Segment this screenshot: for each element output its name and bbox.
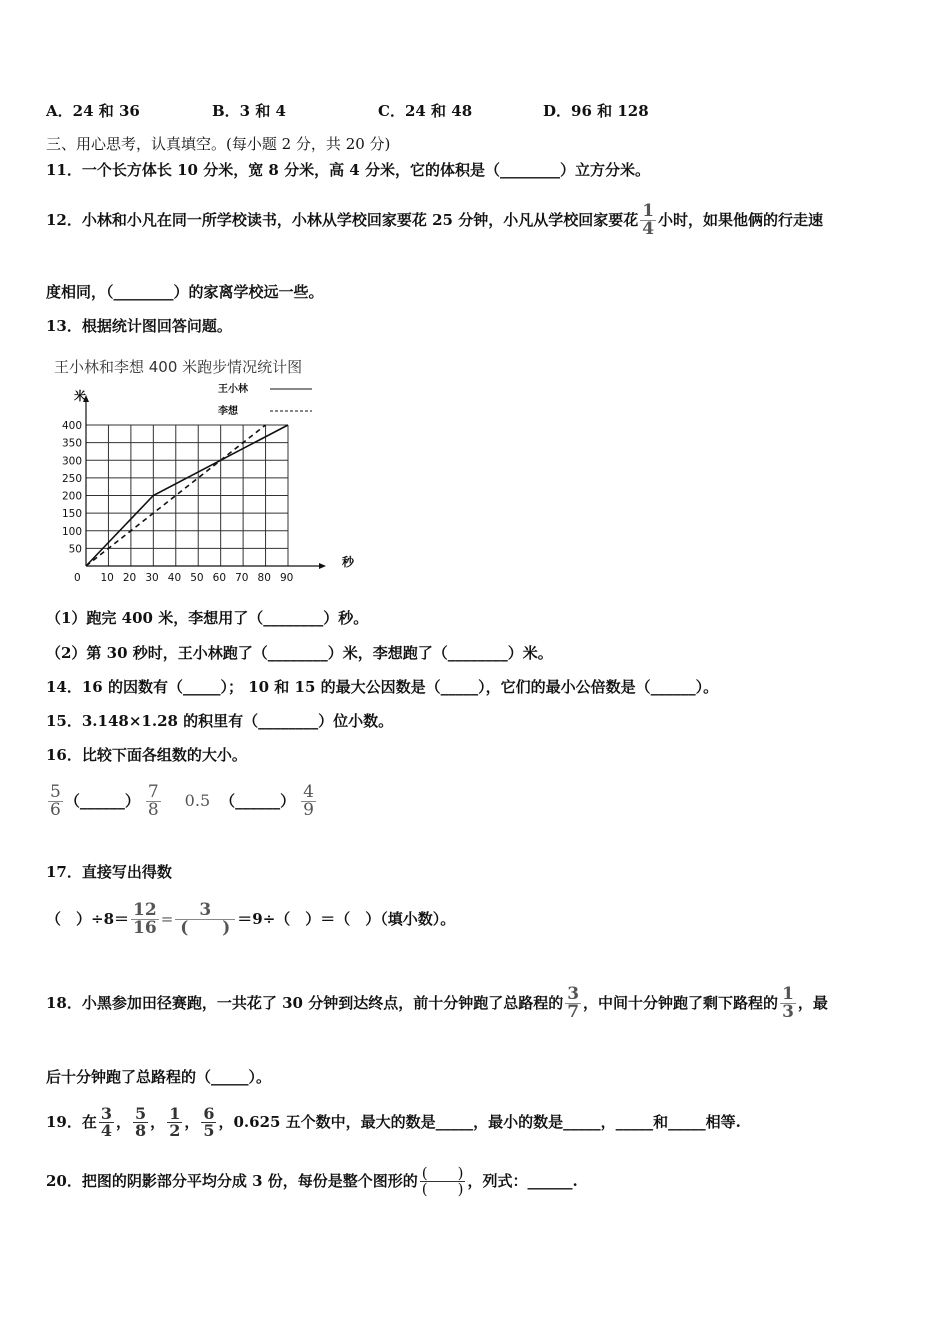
q19-f3-den: 2 [169, 1120, 181, 1140]
q19-f2-num: 5 [135, 1103, 147, 1123]
q17-f2-num: 3 [199, 899, 212, 920]
x-tick-label: 40 [167, 572, 182, 584]
q19-fraction-2 [133, 1103, 148, 1140]
q12-frac-num: 1 [642, 200, 655, 221]
q20-frac-num: ( ) [421, 1163, 464, 1182]
q19-sep-2: ， [150, 1113, 166, 1131]
q17-fraction-1 [131, 899, 159, 938]
y-tick-label: 100 [61, 525, 82, 538]
q18-text-3: ，最 [797, 994, 828, 1012]
y-tick-label: 50 [68, 543, 82, 556]
q18-f1-den: 7 [567, 1001, 580, 1022]
x-tick-label: 20 [122, 572, 137, 584]
q19-fraction-4 [201, 1103, 216, 1140]
question-13: 13．根据统计图回答问题。 [46, 317, 232, 335]
q16-fraction-2 [146, 781, 161, 820]
q18-fraction-2 [780, 983, 796, 1022]
question-19 [46, 1100, 741, 1144]
q19-f4-num: 6 [203, 1103, 215, 1123]
q16-fraction-1 [48, 781, 63, 820]
option-d: D．96 和 128 [543, 102, 649, 120]
q19-f2-den: 8 [135, 1120, 147, 1140]
option-c: C．24 和 48 [378, 102, 473, 120]
q20-frac-den: ( ) [421, 1179, 464, 1198]
q16-f2-den: 8 [147, 799, 159, 820]
x-tick-label: 30 [145, 572, 159, 584]
q19-f4-den: 5 [203, 1120, 215, 1140]
q18-f2-num: 1 [782, 983, 794, 1004]
q18-text-2: ，中间十分钟跑了剩下路程的 [583, 994, 779, 1012]
question-16: 16．比较下面各组数的大小。 [46, 746, 247, 764]
question-18 [46, 980, 828, 1026]
q16-f3-num: 4 [303, 781, 314, 802]
q16-fraction-3 [301, 781, 316, 820]
y-tick-label: 300 [61, 455, 82, 468]
option-a: A．24 和 36 [46, 102, 140, 120]
q19-text-2: ，0.625 五个数中，最大的数是_____，最小的数是_____，_____和_____相等. [218, 1113, 741, 1131]
q16-f1-num: 5 [50, 781, 61, 802]
q17-end: ＝9÷（ ）＝（ ）（填小数）。 [237, 910, 456, 928]
question-14: 14．16 的因数有（_____）； 10 和 15 的最大公因数是（_____），它们的最小公倍数是（______）。 [46, 678, 719, 696]
question-15: 15．3.148×1.28 的积里有（________）位小数。 [46, 712, 394, 730]
q16-f1-den: 6 [50, 799, 61, 820]
q19-text-1: 19．在 [46, 1113, 97, 1131]
q16-f2-num: 7 [147, 781, 159, 802]
q17-f2-den: ( ) [175, 919, 235, 937]
q19-f1-num: 3 [100, 1103, 113, 1123]
question-11: 11．一个长方体长 10 分米，宽 8 分米，高 4 分米，它的体积是（________）立方分米。 [46, 161, 650, 179]
q17-f1-den: 16 [133, 917, 157, 938]
x-tick-label: 0 [74, 572, 81, 584]
y-axis-label: 米 [74, 389, 87, 403]
q19-sep-3: ， [184, 1113, 200, 1131]
x-axis-label: 秒 [342, 555, 355, 569]
chart-title: 王小林和李想 400 米跑步情况统计图 [54, 358, 303, 376]
question-16-row [46, 778, 318, 824]
y-tick-label: 400 [61, 420, 82, 432]
q12-text-1: 12．小林和小凡在同一所学校读书，小林从学校回家要花 25 分钟，小凡从学校回家要花 [46, 211, 639, 229]
q18-f1-num: 3 [567, 983, 580, 1004]
x-tick-label: 10 [100, 572, 114, 584]
y-tick-label: 150 [61, 508, 82, 521]
q17-equals: = [160, 910, 174, 928]
running-line-chart [46, 352, 366, 588]
x-axis-arrow [319, 563, 326, 569]
q17-fraction-2 [175, 899, 235, 938]
q12-frac-den: 4 [642, 218, 655, 239]
y-tick-label: 350 [61, 437, 82, 450]
y-tick-label: 250 [61, 472, 82, 485]
x-tick-label: 50 [190, 572, 204, 584]
question-17-row [46, 896, 455, 942]
question-12-line2: 度相同，（________）的家离学校远一些。 [46, 283, 324, 301]
q16-decimal: 0.5 [184, 791, 211, 810]
q16-blank-1: （______） [64, 792, 140, 810]
q20-text-2: ，列式：______. [467, 1172, 578, 1190]
q19-sep-1: ， [116, 1113, 132, 1131]
q17-f1-num: 12 [133, 899, 157, 920]
q20-text-1: 20．把图的阴影部分平均分成 3 份，每份是整个图形的 [46, 1172, 418, 1190]
q18-text-1: 18．小黑参加田径赛跑，一共花了 30 分钟到达终点，前十分钟跑了总路程的 [46, 994, 564, 1012]
q12-fraction [640, 200, 656, 239]
q17-start: （ ）÷8＝ [46, 910, 130, 928]
question-13-1: （1）跑完 400 米，李想用了（________）秒。 [46, 609, 369, 627]
x-tick-label: 70 [235, 572, 249, 584]
x-tick-label: 60 [212, 572, 227, 584]
section-title: 三、用心思考，认真填空。(每小题 2 分，共 20 分) [46, 135, 391, 153]
question-18-line2: 后十分钟跑了总路程的（_____）。 [46, 1068, 272, 1086]
question-13-2: （2）第 30 秒时，王小林跑了（________）米，李想跑了（________）米。 [46, 644, 553, 662]
y-tick-label: 200 [61, 490, 82, 503]
q19-f3-num: 1 [169, 1103, 181, 1123]
question-12 [46, 198, 823, 242]
legend-label: 王小林 [218, 384, 248, 395]
q19-fraction-1 [99, 1103, 114, 1140]
q18-fraction-1 [565, 983, 581, 1022]
q16-blank-2: （______） [220, 792, 296, 810]
q12-text-2: 小时，如果他俩的行走速 [658, 211, 824, 229]
q16-f3-den: 9 [303, 799, 314, 820]
option-b: B．3 和 4 [212, 102, 286, 120]
question-17: 17．直接写出得数 [46, 863, 172, 881]
legend-label: 李想 [218, 406, 238, 417]
question-20 [46, 1158, 578, 1204]
q19-f1-den: 4 [100, 1120, 113, 1140]
q19-fraction-3 [167, 1103, 182, 1140]
q20-fraction [420, 1163, 466, 1198]
x-tick-label: 90 [280, 572, 294, 584]
q18-f2-den: 3 [782, 1001, 794, 1022]
x-tick-label: 80 [257, 572, 271, 584]
